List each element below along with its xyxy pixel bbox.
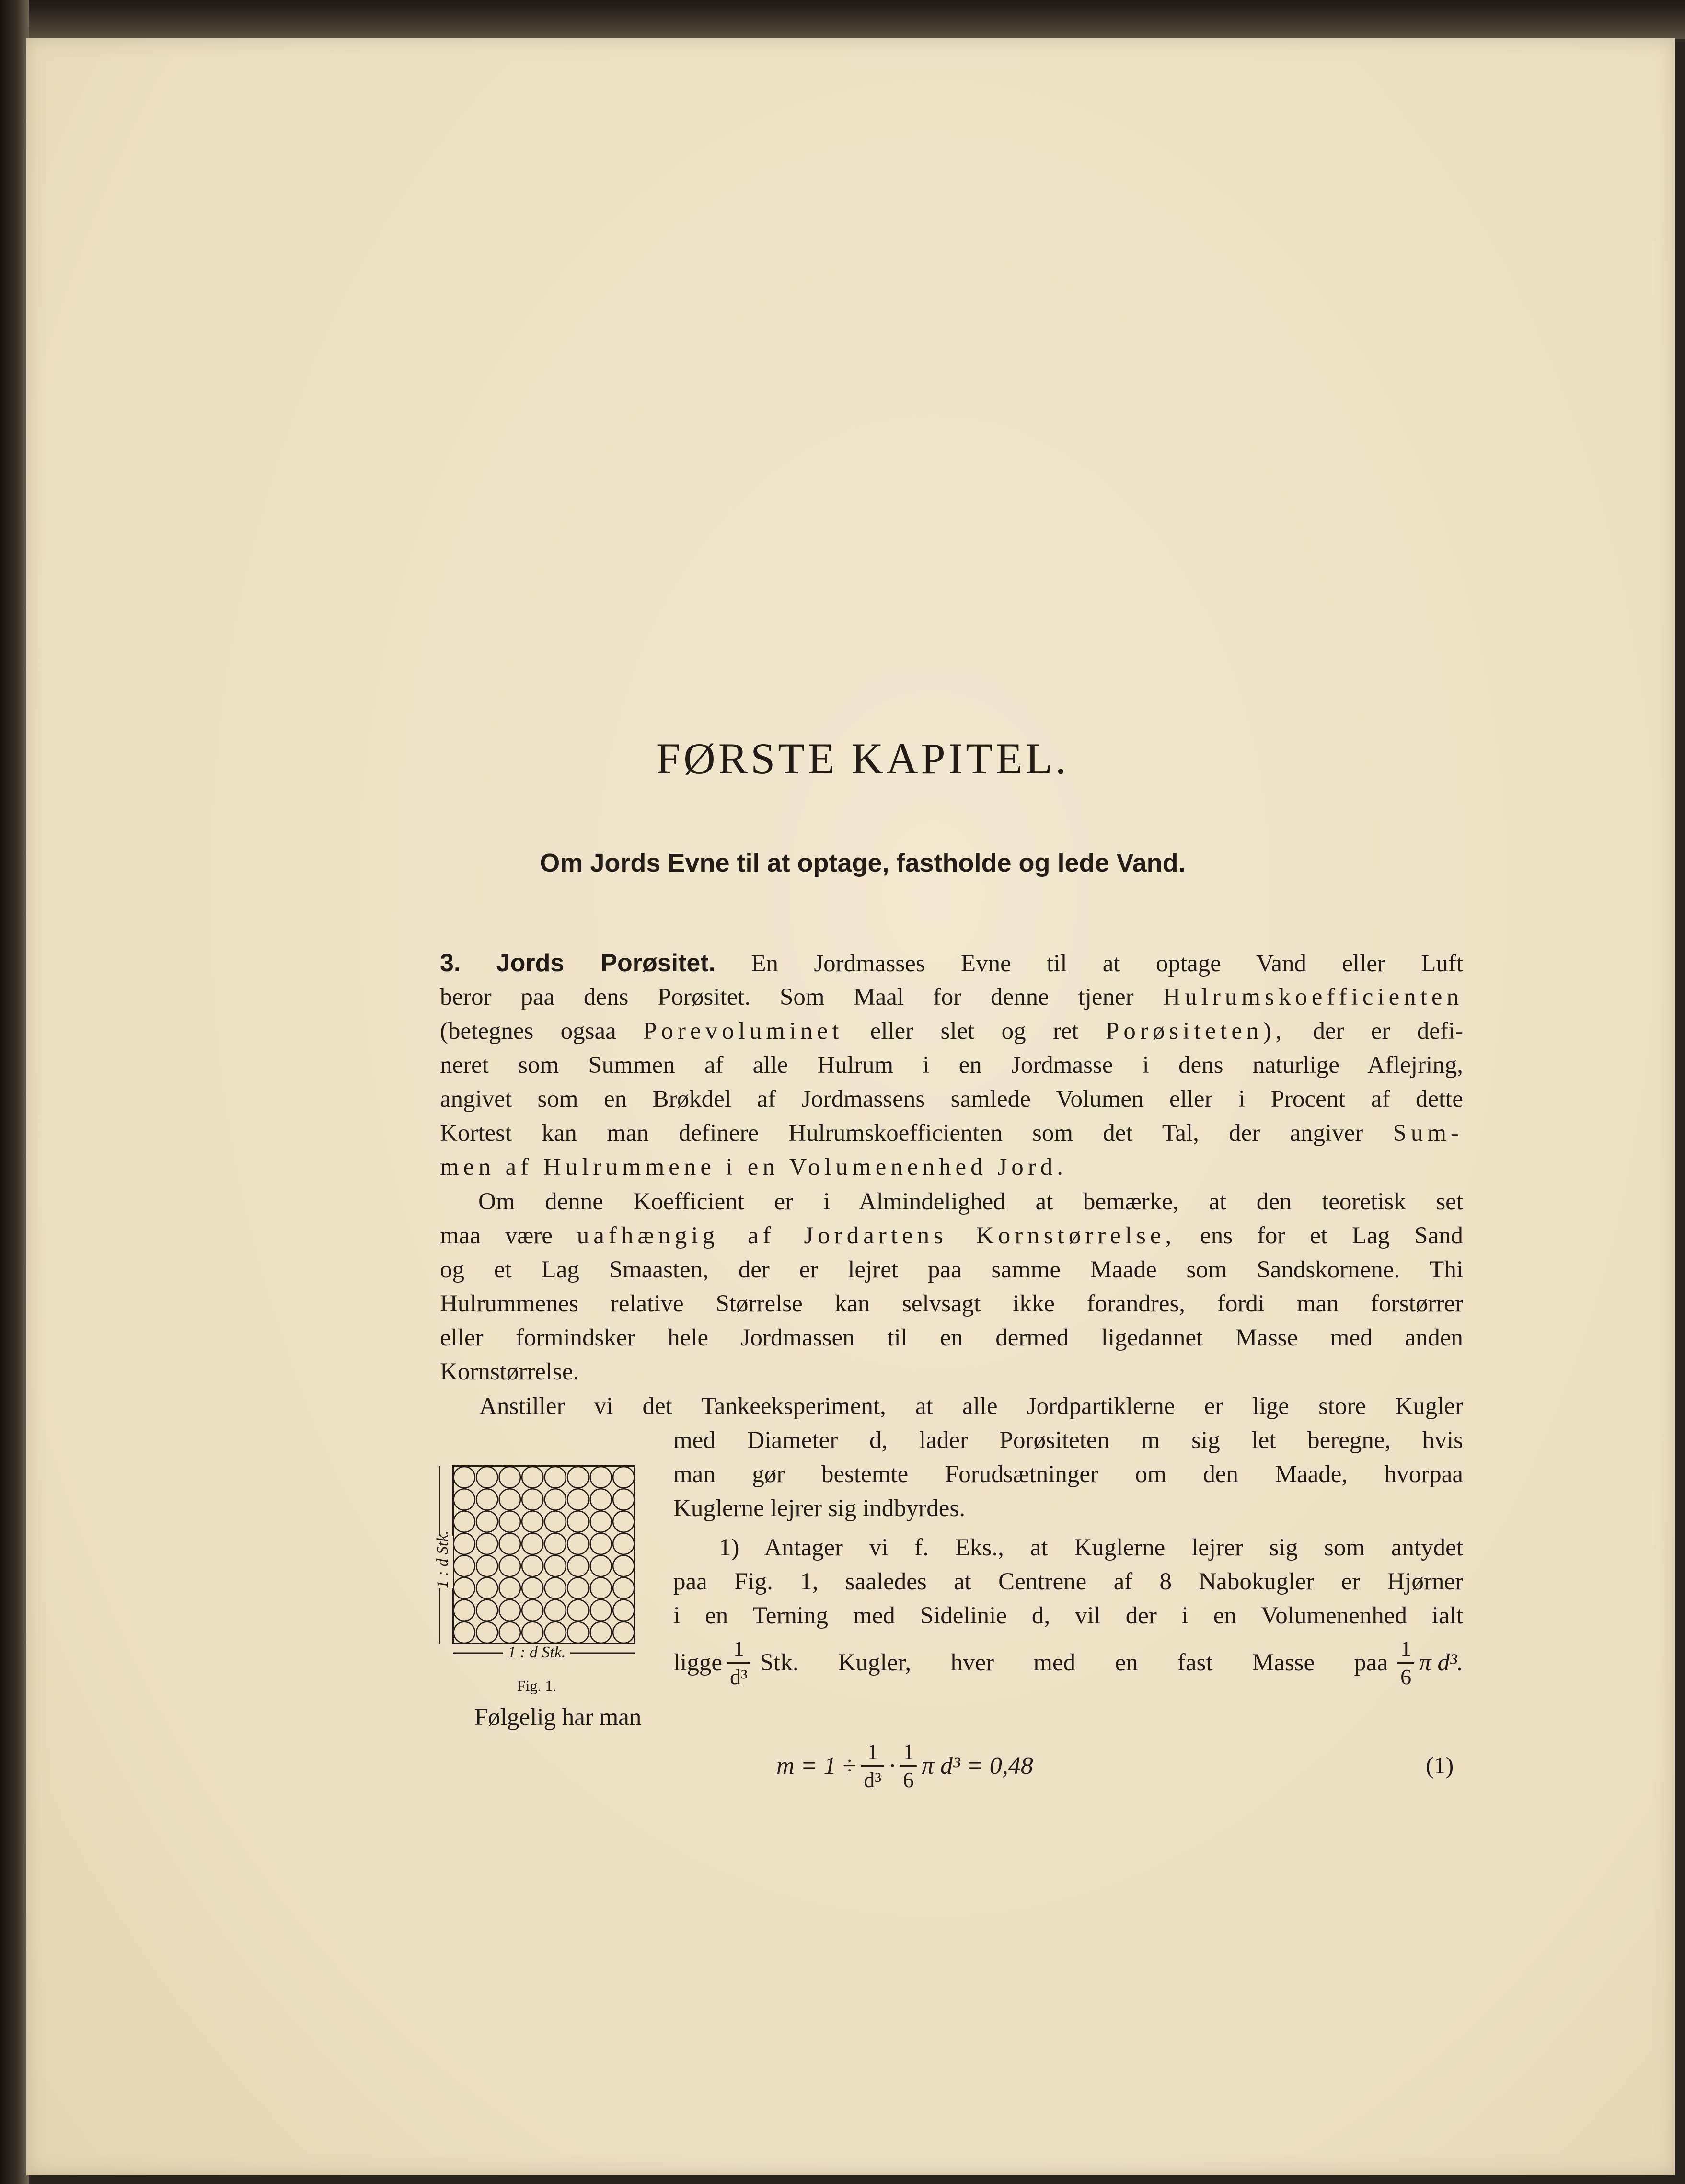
following-text: Følgelig har man [474,1704,642,1731]
sphere-circle [613,1600,634,1621]
denominator: d³ [864,1767,881,1792]
sphere-circle [454,1511,475,1532]
text-line [440,946,1463,980]
sphere-circle [590,1577,612,1598]
fraction-one-sixth [900,1738,917,1793]
equation-rhs: π d³ = 0,48 [921,1752,1033,1780]
sphere-circle [613,1489,634,1510]
text-span: ens for et Lag Sand [1200,1222,1464,1249]
sphere-circle [590,1511,612,1532]
sphere-circle [454,1533,475,1554]
sphere-circle [499,1577,520,1598]
sphere-circle [545,1533,566,1554]
equation-number: (1) [1426,1752,1454,1779]
sphere-circle [476,1555,497,1576]
text-span: Kortest kan man definere Hulrumskoefficienten som det Tal, der angiver [440,1120,1363,1147]
denominator: d³ [729,1664,748,1689]
sphere-circle [613,1511,634,1532]
sphere-circle [522,1600,543,1621]
sphere-circle [522,1489,543,1510]
sphere-circle [499,1533,520,1554]
book-top-edge [0,0,1685,39]
paragraph-experiment-intro [479,1390,1463,1424]
sphere-circle [567,1600,589,1621]
sphere-circle [545,1600,566,1621]
sphere-circle [522,1467,543,1488]
figure-frame [453,1466,635,1644]
sphere-circle [476,1511,497,1532]
sphere-circle [499,1600,520,1621]
text-line: Kuglerne lejrer sig indbyrdes. [673,1495,965,1522]
chapter-subtitle: Om Jords Evne til at optage, fastholde og lede Vand. [540,849,1186,877]
text-line: med Diameter d, lader Porøsiteten m sig let beregne, hvis [673,1427,1463,1454]
sphere-circle [545,1577,566,1598]
sphere-circle [522,1555,543,1576]
sphere-circle [590,1467,612,1488]
text-line: Kornstørrelse. [440,1358,579,1385]
sphere-grid [454,1467,635,1643]
text-line [440,980,1463,1014]
sphere-circle [613,1622,634,1643]
sphere-circle [522,1577,543,1598]
spaced-term: uafhængig af Jordartens Kornstørrelse, [577,1222,1176,1249]
paragraph-coefficient [440,1185,1463,1389]
sphere-circle [454,1577,475,1598]
text-line: Om denne Koefficient er i Almindelighed at bemærke, at den teoretisk set [478,1188,1463,1215]
denominator: 6 [1400,1664,1412,1689]
numerator: 1 [861,1738,884,1767]
sphere-circle [545,1622,566,1643]
equation-lhs: m = 1 ÷ [776,1752,856,1780]
paragraph-experiment [673,1424,1463,1526]
sphere-circle [454,1600,475,1621]
numerator: 1 [900,1738,917,1767]
sphere-circle [567,1533,589,1554]
chapter-title: FØRSTE KAPITEL. [656,734,1069,783]
sphere-circle [567,1622,589,1643]
text-line: Anstiller vi det Tankeeksperiment, at alle Jordpartiklerne er lige store Kugler [479,1393,1463,1420]
sphere-circle [545,1555,566,1576]
sphere-circle [613,1555,634,1576]
sphere-circle [499,1622,520,1643]
sphere-circle [590,1489,612,1510]
text-line: angivet som en Brøkdel af Jordmassens samlede Volumen eller i Procent af dette [440,1086,1463,1113]
text-span: (betegnes ogsaa [440,1018,616,1045]
paragraph-assumption [673,1531,1463,1633]
sphere-circle [522,1622,543,1643]
fraction-one-over-d3 [727,1635,750,1690]
paragraph-porosity-body [440,980,1463,1184]
sphere-circle [590,1533,612,1554]
text-line: neret som Summen af alle Hulrum i en Jordmasse i dens naturlige Aflejring, [440,1052,1463,1079]
sphere-circle [454,1489,475,1510]
spaced-term: Porevoluminet [643,1018,843,1045]
sphere-circle [590,1600,612,1621]
sphere-circle [499,1511,520,1532]
sphere-circle [499,1467,520,1488]
sphere-circle [567,1577,589,1598]
text-line [440,1014,1463,1048]
fraction-one-sixth [1397,1635,1414,1690]
spaced-term: Sum- [1393,1120,1463,1147]
figure-side-label: 1 : d Stk. [434,1536,453,1588]
text-line: Hulrummenes relative Størrelse kan selvsagt ikke forandres, fordi man forstørrer [440,1290,1463,1317]
text-span: En Jordmasses Evne til at optage Vand eller Luft [751,950,1463,977]
figure-bottom-label: 1 : d Stk. [503,1644,570,1662]
sphere-circle [522,1533,543,1554]
sphere-circle [567,1511,589,1532]
denominator: 6 [902,1767,914,1792]
text-span: der er defi- [1313,1018,1464,1045]
numerator: 1 [727,1635,750,1664]
book-spine [0,0,29,2184]
sphere-circle [476,1622,497,1643]
sphere-circle [476,1533,497,1554]
text-span: maa være [440,1222,553,1249]
text-span: beror paa dens Porøsitet. Som Maal for denne tjener [440,984,1134,1011]
text-line: i en Terning med Sidelinie d, vil der i en Volumenenhed ialt [673,1602,1463,1629]
text-span: eller slet og ret [870,1018,1079,1045]
text-span: Stk. Kugler, hver med en fast Masse paa [760,1649,1388,1676]
text-line [440,1219,1463,1253]
spaced-term: Hulrumskoefficienten [1163,984,1464,1011]
sphere-circle [454,1555,475,1576]
text-line: paa Fig. 1, saaledes at Centrene af 8 Nabokugler er Hjørner [673,1568,1463,1595]
sphere-circle [567,1489,589,1510]
spaced-term: Porøsiteten), [1106,1018,1286,1045]
paragraph-porosity [440,946,1463,980]
equation-dot: · [889,1752,895,1780]
sphere-circle [545,1467,566,1488]
text-span: ligge [673,1649,722,1676]
fraction-one-over-d3 [861,1738,884,1793]
sphere-circle [590,1622,612,1643]
text-span: π d³. [1419,1649,1463,1676]
section-heading: Jords Porøsitet. [496,949,716,977]
sphere-circle [545,1511,566,1532]
sphere-circle [567,1467,589,1488]
sphere-circle [499,1489,520,1510]
sphere-circle [454,1622,475,1643]
sphere-circle [476,1467,497,1488]
text-line: man gør bestemte Forudsætninger om den Maade, hvorpaa [673,1461,1463,1488]
numerator: 1 [1397,1635,1414,1664]
ligge-line [673,1629,1463,1696]
sphere-circle [476,1600,497,1621]
sphere-circle [454,1467,475,1488]
text-line: og et Lag Smaasten, der er lejret paa samme Maade som Sandskornene. Thi [440,1256,1463,1283]
sphere-circle [545,1489,566,1510]
text-line: men af Hulrummene i en Volumenenhed Jord. [440,1154,1067,1181]
figure-caption: Fig. 1. [517,1677,557,1694]
sphere-circle [613,1467,634,1488]
sphere-circle [499,1555,520,1576]
sphere-circle [613,1533,634,1554]
sphere-circle [522,1511,543,1532]
text-line: 1) Antager vi f. Eks., at Kuglerne lejrer sig som antydet [719,1534,1463,1561]
sphere-circle [476,1577,497,1598]
equation-porosity [776,1732,1033,1799]
text-line [440,1116,1463,1150]
text-line: eller formindsker hele Jordmassen til en dermed ligedannet Masse med anden [440,1324,1463,1351]
sphere-circle [590,1555,612,1576]
sphere-circle [567,1555,589,1576]
section-number: 3. [440,949,461,977]
figure-sphere-packing [434,1459,635,1660]
sphere-circle [613,1577,634,1598]
sphere-circle [476,1489,497,1510]
